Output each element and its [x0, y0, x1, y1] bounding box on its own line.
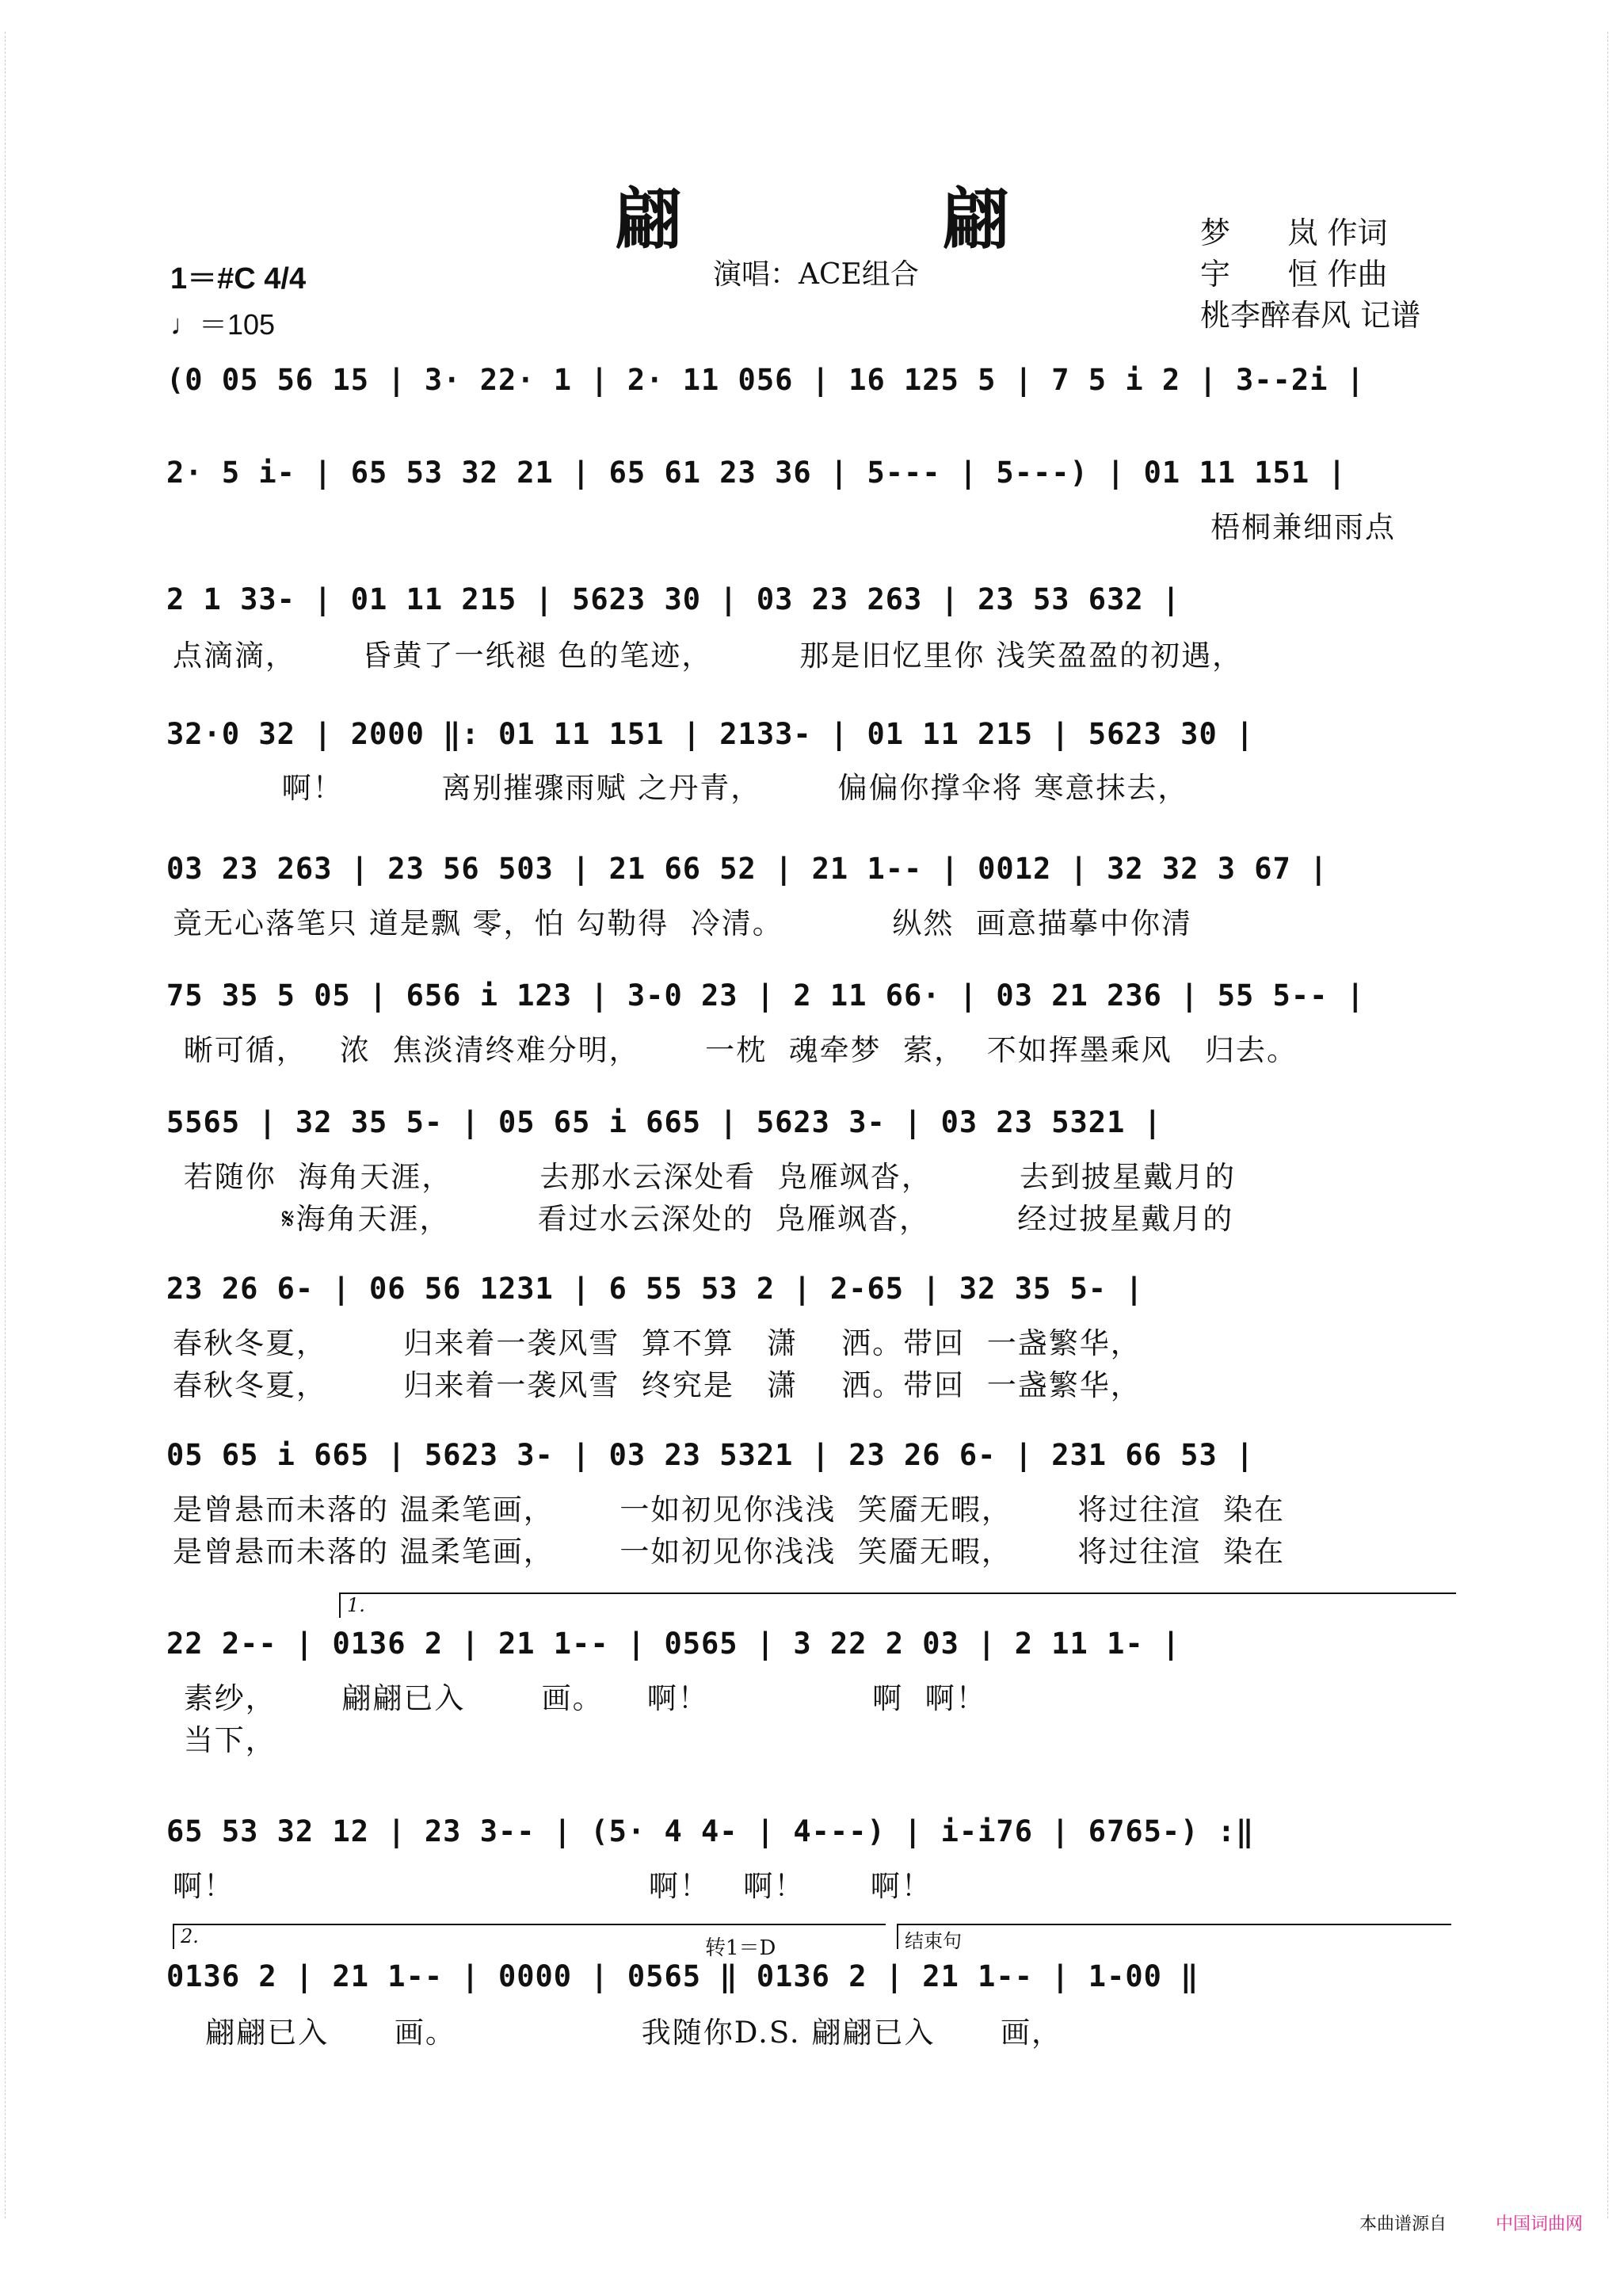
lyric-line: 晰可循， 浓 焦淡清终难分明， 一枕 魂牵梦 萦， 不如挥墨乘风 归去。	[173, 1033, 1298, 1067]
notation-row: 0136 2 | 21 1-- | 0000 | 0565 ‖ 0136 2 | 21 1-- | 1-00 ‖	[166, 1959, 1199, 1993]
notation-row: 75 35 5 05 | 656 i 123 | 3-0 23 | 2 11 66· | 03 21 236 | 55 5-- |	[166, 978, 1365, 1013]
footer-source-label: 本曲谱源自	[1359, 2214, 1447, 2233]
lyric-line: 竟无心落笔只 道是飘 零，怕 勾勒得 冷清。 纵然 画意描摹中你清	[173, 906, 1192, 940]
lyric-line: 啊！ 离别摧骤雨赋 之丹青， 偏偏你撑伞将 寒意抹去，	[173, 771, 1189, 805]
lyric-line: 春秋冬夏， 归来着一袭风雪 终究是 潇 洒。带回 一盏繁华，	[173, 1368, 1142, 1402]
notation-row: 65 53 32 12 | 23 3-- | (5· 4 4- | 4---) | i-i76 | 6765-) :‖	[166, 1814, 1255, 1848]
tempo-mark: ♩＝105	[170, 308, 276, 341]
singer: 演唱：ACE组合	[713, 258, 919, 291]
volta-1: 1.	[339, 1593, 1456, 1618]
credits	[1200, 212, 1420, 336]
volta-2: 2.	[173, 1924, 886, 1949]
left-margin-watermark	[5, 32, 17, 2218]
right-margin-watermark	[1607, 32, 1619, 2218]
key-signature: 1＝#C 4/4	[170, 262, 307, 296]
lyric-line: 梧桐兼细雨点	[1210, 510, 1396, 544]
notation-row: 2 1 33- | 01 11 215 | 5623 30 | 03 23 263 | 23 53 632 |	[166, 582, 1181, 616]
lyric-line: 若随你 海角天涯， 去那水云深处看 凫雁飒沓， 去到披星戴月的	[173, 1160, 1236, 1194]
notation-row: 5565 | 32 35 5- | 05 65 i 665 | 5623 3- | 03 23 5321 |	[166, 1105, 1162, 1139]
notation-row: 05 65 i 665 | 5623 3- | 03 23 5321 | 23 26 6- | 231 66 53 |	[166, 1438, 1255, 1472]
lyric-line: 翩翩已入 画。 我随你D.S. 翩翩已入 画，	[173, 2016, 1063, 2050]
notation-row: 23 26 6- | 06 56 1231 | 6 55 53 2 | 2-65 | 32 35 5- |	[166, 1272, 1144, 1306]
lyric-line: 是曾悬而未落的 温柔笔画， 一如初见你浅浅 笑靥无暇， 将过往渲 染在	[173, 1535, 1285, 1569]
lyric-line: 啊！ 啊！ 啊！ 啊！	[173, 1869, 932, 1903]
notation-row: (0 05 56 15 | 3· 22· 1 | 2· 11 056 | 16 125 5 | 7 5 i 2 | 3--2i |	[166, 363, 1365, 397]
lyric-line: 春秋冬夏， 归来着一袭风雪 算不算 潇 洒。带回 一盏繁华，	[173, 1326, 1142, 1360]
modulation-mark: 转1＝D	[705, 1936, 776, 1960]
transcriber: 桃李醉春风 记谱	[1200, 298, 1421, 333]
song-title: 翩 翩	[615, 180, 1128, 258]
notation-row: 03 23 263 | 23 56 503 | 21 66 52 | 21 1-- | 0012 | 32 32 3 67 |	[166, 852, 1329, 886]
lyric-line: 当下，	[173, 1723, 276, 1757]
notation-row: 32·0 32 | 2000 ‖: 01 11 151 | 2133- | 01 11 215 | 5623 30 |	[166, 717, 1255, 751]
lyric-line: 点滴滴， 昏黄了一纸褪 色的笔迹， 那是旧忆里你 浅笑盈盈的初遇，	[173, 639, 1244, 673]
notation-row: 2· 5 i- | 65 53 32 21 | 65 61 23 36 | 5--- | 5---) | 01 11 151 |	[166, 456, 1347, 490]
lyric-line: 𝄋海角天涯， 看过水云深处的 凫雁飒沓， 经过披星戴月的	[173, 1202, 1234, 1236]
lyric-line: 素纱， 翩翩已入 画。 啊！ 啊 啊！	[173, 1681, 987, 1715]
footer-source-link[interactable]: 中国词曲网	[1496, 2214, 1584, 2233]
notation-row: 22 2-- | 0136 2 | 21 1-- | 0565 | 3 22 2 03 | 2 11 1- |	[166, 1627, 1181, 1661]
lyric-line: 是曾悬而未落的 温柔笔画， 一如初见你浅浅 笑靥无暇， 将过往渲 染在	[173, 1493, 1285, 1527]
composer: 宇 恒 作曲	[1200, 257, 1388, 292]
coda-label: 结束句	[897, 1924, 1451, 1949]
lyricist: 梦 岚 作词	[1200, 216, 1388, 250]
